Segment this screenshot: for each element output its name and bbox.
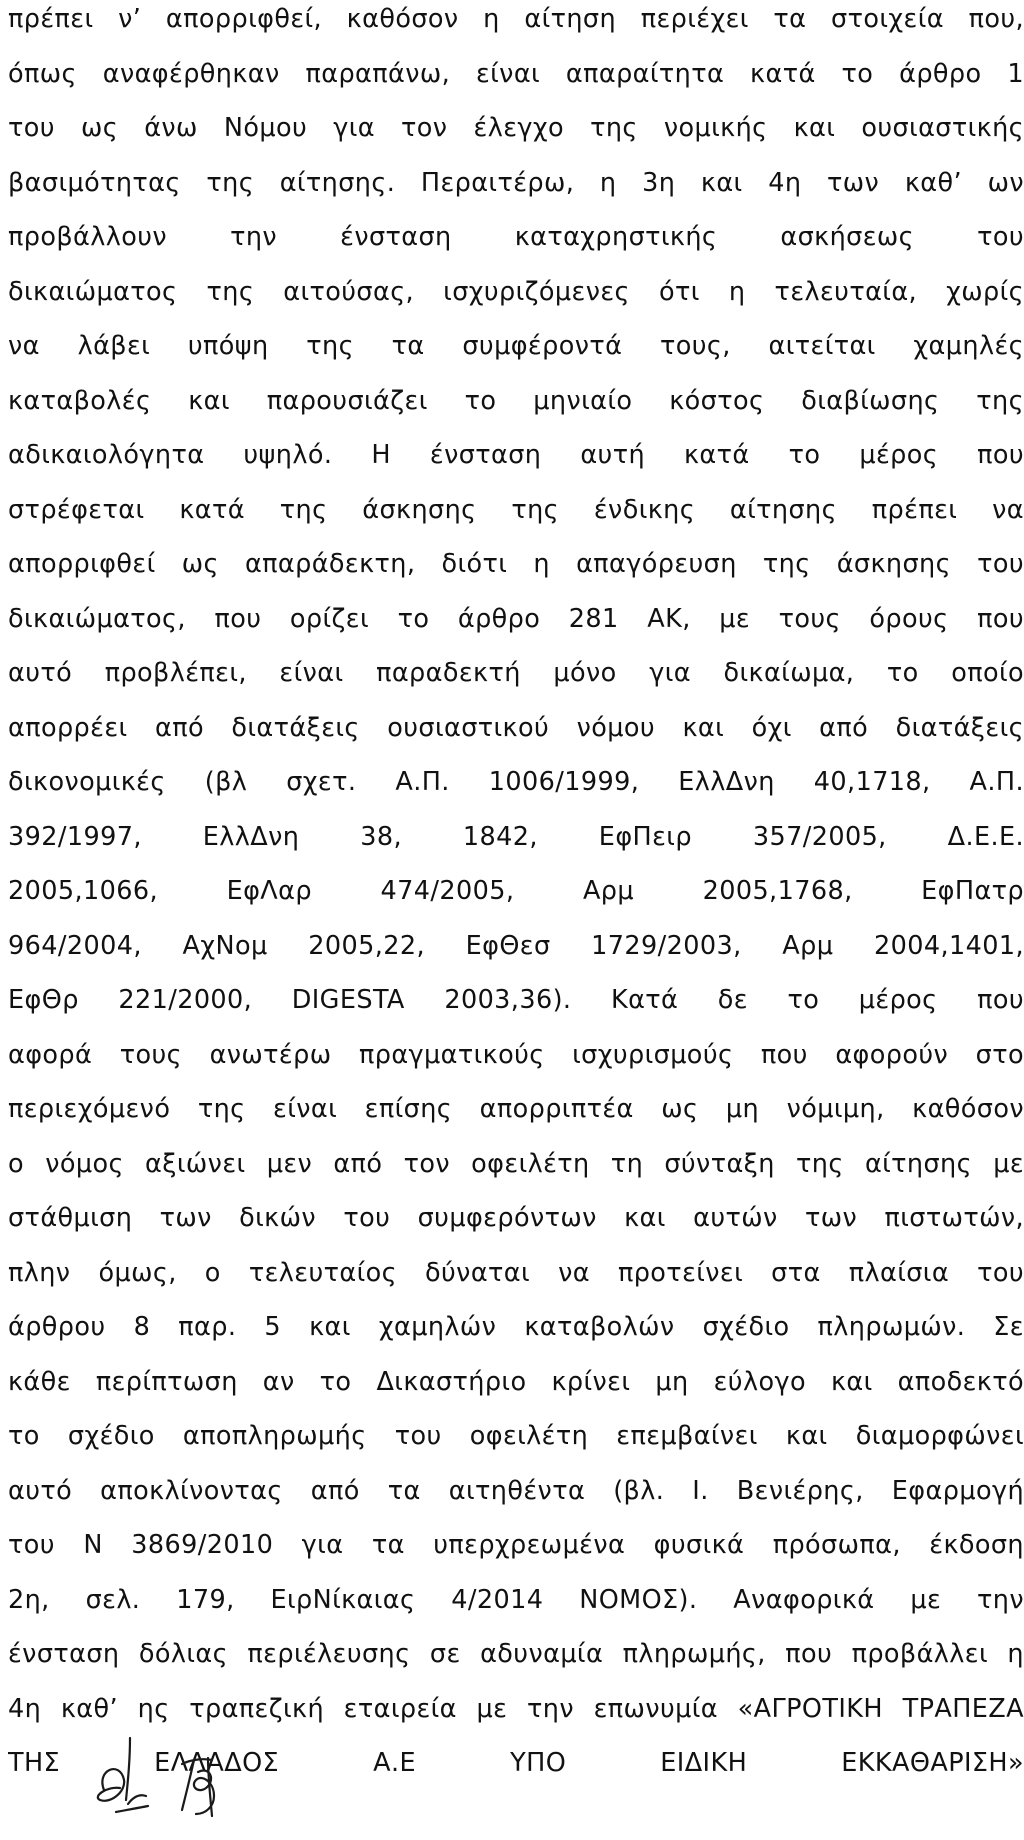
text-line: προβάλλουν την ένσταση καταχρηστικής ασκήσεως του	[8, 222, 1024, 252]
text-line: ο νόμος αξιώνει μεν από τον οφειλέτη τη σύνταξη της αίτησης με	[8, 1149, 1024, 1179]
text-line: δικαιώματος της αιτούσας, ισχυριζόμενες ότι η τελευταία, χωρίς	[8, 277, 1024, 307]
text-line: ΤΗΣ ΕΛΛΑΔΟΣ Α.Ε ΥΠΟ ΕΙΔΙΚΗ ΕΚΚΑΘΑΡΙΣΗ»	[8, 1748, 1024, 1778]
text-line: άρθρου 8 παρ. 5 και χαμηλών καταβολών σχέδιο πληρωμών. Σε	[8, 1312, 1024, 1342]
text-line: δικαιώματος, που ορίζει το άρθρο 281 ΑΚ, με τους όρους που	[8, 604, 1024, 634]
text-line: αυτό αποκλίνοντας από τα αιτηθέντα (βλ. Ι. Βενιέρης, Εφαρμογή	[8, 1476, 1024, 1506]
text-line: ένσταση δόλιας περιέλευσης σε αδυναμία πληρωμής, που προβάλλει η	[8, 1639, 1024, 1669]
text-line: απορρέει από διατάξεις ουσιαστικού νόμου και όχι από διατάξεις	[8, 713, 1024, 743]
text-line: περιεχόμενό της είναι επίσης απορριπτέα ως μη νόμιμη, καθόσον	[8, 1094, 1024, 1124]
text-line: 964/2004, ΑχΝομ 2005,22, ΕφΘεσ 1729/2003, Αρμ 2004,1401,	[8, 931, 1024, 961]
text-line: να λάβει υπόψη της τα συμφέροντά τους, αιτείται χαμηλές	[8, 331, 1024, 361]
text-line: 4η καθ’ ης τραπεζική εταιρεία με την επωνυμία «ΑΓΡΟΤΙΚΗ ΤΡΑΠΕΖΑ	[8, 1694, 1024, 1724]
text-line: αφορά τους ανωτέρω πραγματικούς ισχυρισμούς που αφορούν στο	[8, 1040, 1024, 1070]
handwritten-signatures	[90, 1730, 290, 1830]
text-line: κάθε περίπτωση αν το Δικαστήριο κρίνει μη εύλογο και αποδεκτό	[8, 1367, 1024, 1397]
text-line: καταβολές και παρουσιάζει το μηνιαίο κόστος διαβίωσης της	[8, 386, 1024, 416]
text-line: όπως αναφέρθηκαν παραπάνω, είναι απαραίτητα κατά το άρθρο 1	[8, 59, 1024, 89]
text-line: πλην όμως, ο τελευταίος δύναται να προτείνει στα πλαίσια του	[8, 1258, 1024, 1288]
text-line: αδικαιολόγητα υψηλό. Η ένσταση αυτή κατά το μέρος που	[8, 440, 1024, 470]
text-line: αυτό προβλέπει, είναι παραδεκτή μόνο για δικαίωμα, το οποίο	[8, 658, 1024, 688]
text-line: του Ν 3869/2010 για τα υπερχρεωμένα φυσικά πρόσωπα, έκδοση	[8, 1530, 1024, 1560]
text-line: βασιμότητας της αίτησης. Περαιτέρω, η 3η και 4η των καθ’ ων	[8, 168, 1024, 198]
text-line: δικονομικές (βλ σχετ. Α.Π. 1006/1999, ΕλλΔνη 40,1718, Α.Π.	[8, 767, 1024, 797]
text-line: το σχέδιο αποπληρωμής του οφειλέτη επεμβαίνει και διαμορφώνει	[8, 1421, 1024, 1451]
text-line: ΕφΘρ 221/2000, DIGESTA 2003,36). Κατά δε το μέρος που	[8, 985, 1024, 1015]
text-line: στρέφεται κατά της άσκησης της ένδικης αίτησης πρέπει να	[8, 495, 1024, 525]
text-line: απορριφθεί ως απαράδεκτη, διότι η απαγόρευση της άσκησης του	[8, 549, 1024, 579]
text-line: στάθμιση των δικών του συμφερόντων και αυτών των πιστωτών,	[8, 1203, 1024, 1233]
text-line: 392/1997, ΕλλΔνη 38, 1842, ΕφΠειρ 357/2005, Δ.Ε.Ε.	[8, 822, 1024, 852]
text-line: 2η, σελ. 179, ΕιρΝίκαιας 4/2014 ΝΟΜΟΣ). Αναφορικά με την	[8, 1585, 1024, 1615]
text-line: πρέπει ν’ απορριφθεί, καθόσον η αίτηση περιέχει τα στοιχεία που,	[8, 4, 1024, 34]
text-line: 2005,1066, ΕφΛαρ 474/2005, Αρμ 2005,1768, ΕφΠατρ	[8, 876, 1024, 906]
text-line: του ως άνω Νόμου για τον έλεγχο της νομικής και ουσιαστικής	[8, 113, 1024, 143]
